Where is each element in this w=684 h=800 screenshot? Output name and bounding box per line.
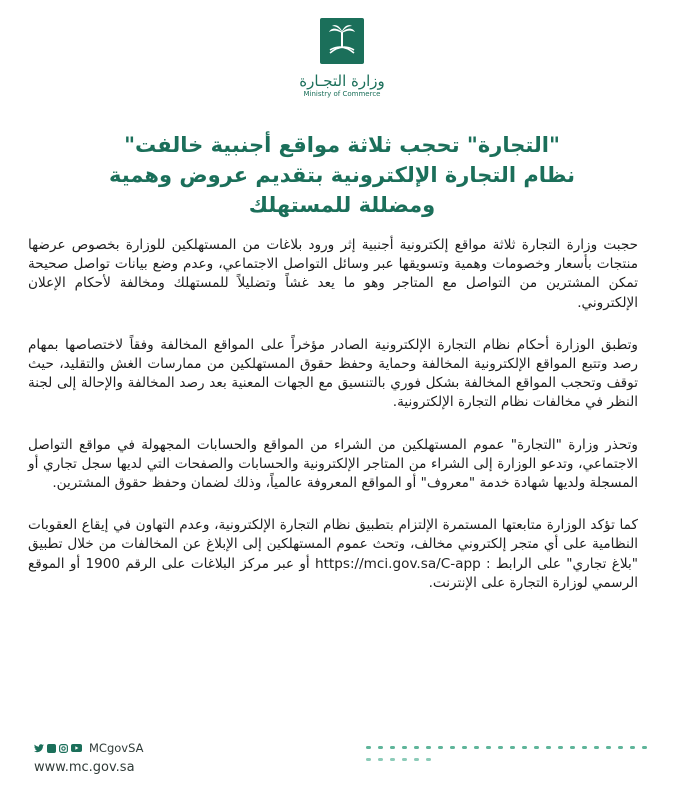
logo-english-name: Ministry of Commerce [303, 90, 381, 98]
instagram-icon[interactable] [59, 744, 68, 753]
headline-line-2: نظام التجارة الإلكترونية بتقديم عروض وهمية [109, 163, 575, 187]
headline [60, 130, 624, 220]
twitter-icon[interactable] [34, 744, 44, 753]
social-handle: MCgovSA [89, 741, 144, 755]
emblem-icon [320, 18, 364, 64]
facebook-icon[interactable] [47, 744, 56, 753]
ministry-logo [0, 18, 684, 99]
decorative-dots [356, 743, 656, 771]
social-links [34, 741, 143, 755]
paragraph-1: حجبت وزارة التجارة ثلاثة مواقع إلكترونية أجنبية إثر ورود بلاغات من المستهلكين للوزارة بخصوص عرضها منتجات بأسعار وخصومات وهمية وتسويقها عبر وسائل التواصل الاجتماعي، وعدم وضع بيانات تواصل صحيحة تمكن المشترين من التواصل مع المتاجر وهو ما يعد غشاً وتضليلاً للمستهلك ومخالفة لأحكام الإعلان الإلكتروني. [28, 237, 638, 311]
headline-line-1: "التجارة" تحجب ثلاثة مواقع أجنبية خالفت" [124, 133, 560, 157]
logo-arabic-name: وزارة التجـارة [299, 72, 385, 90]
paragraph-2: وتطبق الوزارة أحكام نظام التجارة الإلكترونية الصادر مؤخراً على المواقع المخالفة وفقاً لاختصاصها بمهام رصد وتتبع المواقع الإلكترونية المخالفة وحماية وحفظ حقوق المستهلكين من ممارسات الغش والتقليد، حيث توقف وتحجب المواقع المخالفة بشكل فوري بالتنسيق مع الجهات المعنية بعد رصد المخالفة والإحالة إلى لجنة النظر في مخالفات نظام التجارة الإلكترونية. [28, 336, 638, 411]
headline-line-3: ومضللة للمستهلك [248, 193, 436, 217]
article-body [28, 236, 638, 616]
youtube-icon[interactable] [71, 744, 82, 752]
paragraph-3: وتحذر وزارة "التجارة" عموم المستهلكين من الشراء من المواقع والحسابات المجهولة في مواقع التواصل الاجتماعي، وتدعو الوزارة إلى الشراء من المتاجر الإلكترونية والحسابات والصفحات التي لديها سجل تجاري أو المسجلة ولديها شهادة خدمة "معروف" أو المواقع المعروفة عالمياً، وذلك لضمان وحفظ حقوق المشترين. [28, 436, 638, 492]
website-url[interactable]: www.mc.gov.sa [34, 760, 135, 775]
paragraph-4: كما تؤكد الوزارة متابعتها المستمرة الإلتزام بتطبيق نظام التجارة الإلكترونية، وعدم التهاون في إيقاع العقوبات النظامية على أي متجر إلكتروني مخالف، وتحث عموم المستهلكين إلى الإبلاغ عن المخالفات من خلال تطبيق "بلاغ تجاري" على الرابط : https://mci.gov.sa/C-app أو عبر مركز البلاغات على الرقم 1900 أو الموقع الرسمي لوزارة التجارة على الإنترنت. [28, 517, 638, 591]
